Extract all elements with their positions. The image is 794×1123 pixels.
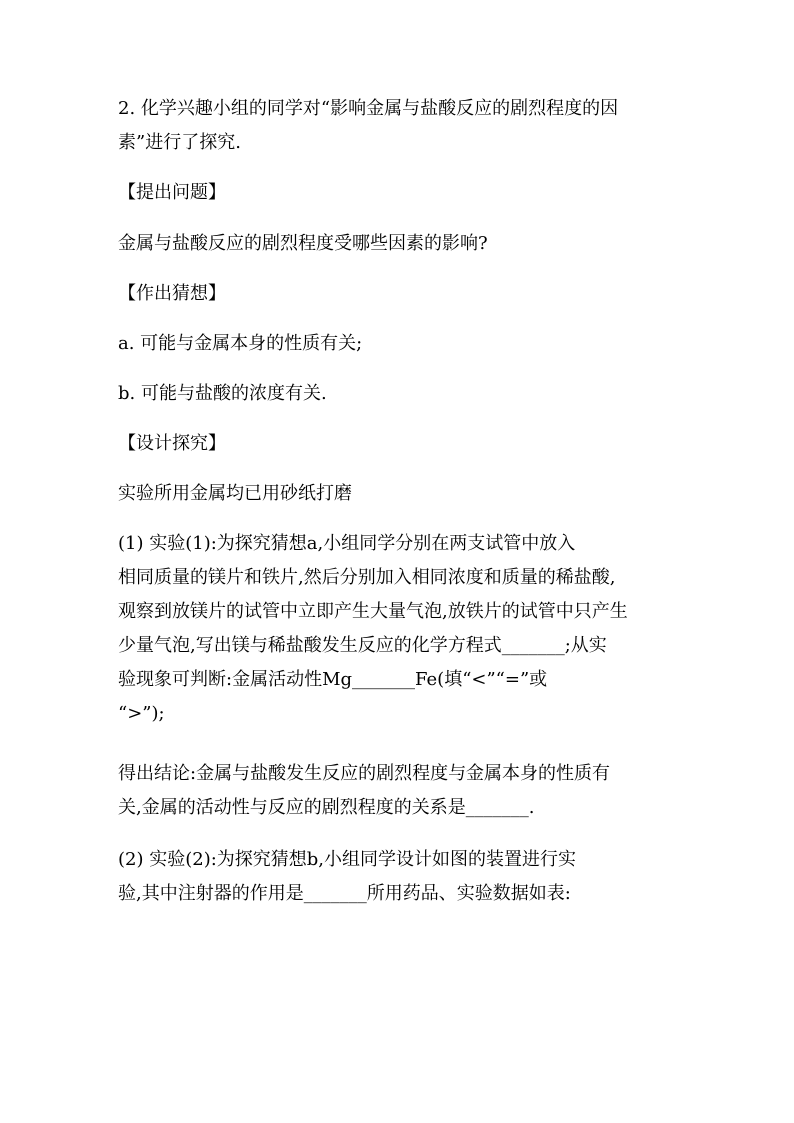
exp1-line-2: 相同质量的镁片和铁片,然后分别加入相同浓度和质量的稀盐酸,	[118, 567, 616, 588]
section-heading-design	[118, 427, 678, 461]
section-design-label: 【设计探究】	[118, 433, 226, 454]
experiment-2	[118, 843, 678, 911]
exp1-line-6: “>”);	[118, 703, 165, 724]
section-heading-guess	[118, 277, 678, 311]
design-note-line: 实验所用金属均已用砂纸打磨	[118, 483, 352, 504]
conclusion-line-2: 关,金属的活动性与反应的剧烈程度的关系是_______.	[118, 797, 535, 818]
question-text	[118, 227, 678, 261]
question-text-line: 金属与盐酸反应的剧烈程度受哪些因素的影响?	[118, 233, 488, 254]
conclusion	[118, 757, 678, 825]
exp1-line-3: 观察到放镁片的试管中立即产生大量气泡,放铁片的试管中只产生	[118, 601, 628, 622]
intro-line-2: 素”进行了探究.	[118, 132, 241, 153]
exp1-line-5: 验现象可判断:金属活动性Mg_______Fe(填“<”“=”或	[118, 669, 548, 690]
section-guess-label: 【作出猜想】	[118, 283, 226, 304]
design-note	[118, 477, 678, 511]
exp1-line-4: 少量气泡,写出镁与稀盐酸发生反应的化学方程式_______;从实	[118, 635, 607, 656]
question-intro	[118, 92, 678, 160]
exp2-line-1: (2) 实验(2):为探究猜想b,小组同学设计如图的装置进行实	[118, 849, 577, 870]
experiment-1	[118, 527, 678, 731]
section-question-label: 【提出问题】	[118, 182, 226, 203]
guess-b	[118, 377, 678, 411]
section-heading-question	[118, 176, 678, 210]
conclusion-line-1: 得出结论:金属与盐酸发生反应的剧烈程度与金属本身的性质有	[118, 763, 611, 784]
exp2-line-2: 验,其中注射器的作用是_______所用药品、实验数据如表:	[118, 883, 571, 904]
guess-a-line: a. 可能与金属本身的性质有关;	[118, 333, 363, 354]
guess-a	[118, 327, 678, 361]
exp1-line-1: (1) 实验(1):为探究猜想a,小组同学分别在两支试管中放入	[118, 533, 576, 554]
guess-b-line: b. 可能与盐酸的浓度有关.	[118, 383, 327, 404]
intro-line-1: 2. 化学兴趣小组的同学对“影响金属与盐酸反应的剧烈程度的因	[118, 98, 619, 119]
